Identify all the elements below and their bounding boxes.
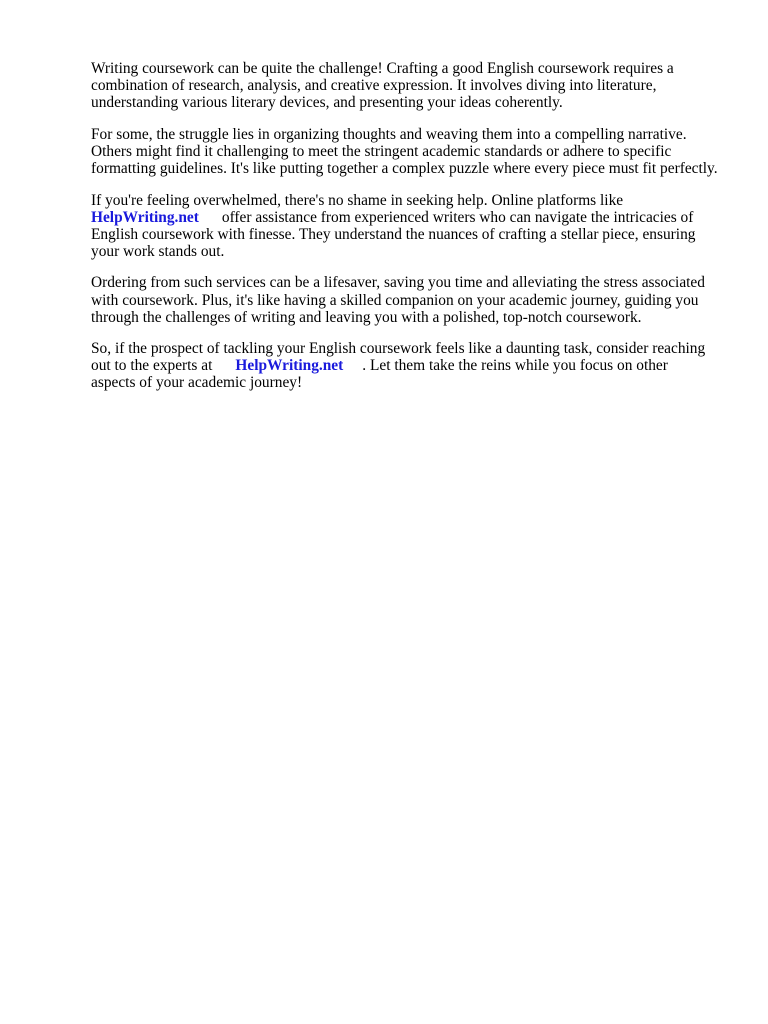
text-line: Others might find it challenging to meet the stringent academic standards or adhere to specific	[91, 142, 672, 160]
helpwriting-link[interactable]: HelpWriting.net	[235, 357, 344, 375]
text-line: understanding various literary devices, and presenting your ideas coherently.	[91, 94, 563, 112]
text-line: aspects of your academic journey!	[91, 374, 303, 392]
text-line: formatting guidelines. It's like putting together a complex puzzle where every piece must fit perfectly.	[91, 159, 718, 177]
paragraph-intro	[91, 60, 731, 111]
paragraph-struggle	[91, 126, 731, 177]
paragraph-lifesaver	[91, 274, 731, 325]
link-line-after-text: offer assistance from experienced writers who can navigate the intricacies of	[221, 208, 694, 226]
text-line-with-link	[91, 357, 731, 374]
helpwriting-link[interactable]: HelpWriting.net	[91, 208, 199, 226]
document-body	[91, 60, 731, 406]
link-line-before-text: out to the experts at	[91, 357, 213, 375]
text-line: your work stands out.	[91, 242, 225, 260]
text-line-with-link	[91, 209, 731, 226]
text-line: For some, the struggle lies in organizing thoughts and weaving them into a compelling narrative.	[91, 125, 687, 143]
text-line: Writing coursework can be quite the challenge! Crafting a good English coursework requires a	[91, 60, 674, 77]
paragraph-conclusion	[91, 340, 731, 391]
text-line: English coursework with finesse. They understand the nuances of crafting a stellar piece, ensuring	[91, 225, 696, 243]
text-line: If you're feeling overwhelmed, there's no shame in seeking help. Online platforms like	[91, 191, 624, 209]
text-line: through the challenges of writing and leaving you with a polished, top-notch coursework.	[91, 308, 642, 326]
text-line: combination of research, analysis, and creative expression. It involves diving into literature,	[91, 77, 657, 95]
paragraph-seeking-help	[91, 192, 731, 260]
text-line: So, if the prospect of tackling your English coursework feels like a daunting task, consider reaching	[91, 340, 706, 358]
text-line: Ordering from such services can be a lifesaver, saving you time and alleviating the stress associated	[91, 274, 705, 292]
text-line: with coursework. Plus, it's like having a skilled companion on your academic journey, guiding you	[91, 291, 699, 309]
link-line-after-text: . Let them take the reins while you focus on other	[362, 357, 668, 375]
